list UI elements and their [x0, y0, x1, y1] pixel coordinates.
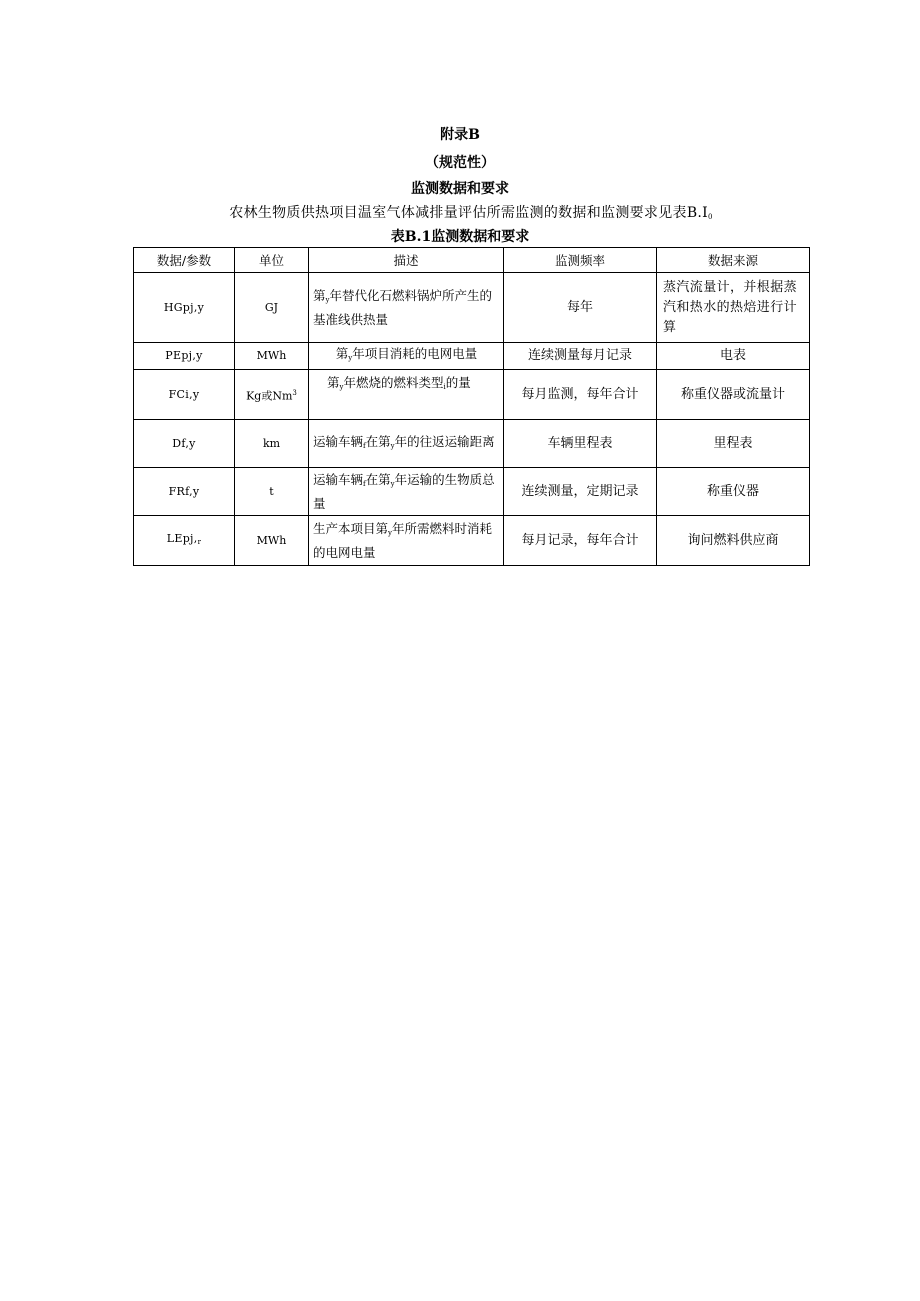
description-cell	[309, 420, 504, 468]
desc-text: 在第	[365, 471, 391, 487]
table-row	[134, 370, 810, 420]
intro-text: 农林生物质供热项目温室气体减排量评估所需监测的数据和监测要求见表B.I	[229, 205, 708, 221]
intro-paragraph	[0, 203, 920, 227]
desc-subscript: f	[363, 479, 366, 488]
source-cell: 蒸汽流量计，并根据蒸汽和热水的热焙进行计算	[657, 273, 810, 343]
header-source: 数据来源	[657, 248, 810, 273]
header-param: 数据/参数	[134, 248, 235, 273]
table-row	[134, 468, 810, 516]
unit-cell: MWh	[235, 343, 309, 370]
desc-text: 的量	[445, 375, 471, 390]
desc-subscript: y	[388, 528, 392, 537]
description-cell	[309, 468, 504, 516]
unit-cell: km	[235, 420, 309, 468]
param-cell: Df,y	[134, 420, 235, 468]
unit-text: Kg或Nm	[246, 389, 293, 403]
param-cell	[134, 516, 235, 566]
header-frequency: 监测频率	[504, 248, 657, 273]
table-row	[134, 516, 810, 566]
intro-subscript: 0	[708, 213, 713, 221]
unit-superscript: 3	[292, 388, 297, 397]
param-text: LEpj,	[166, 532, 198, 545]
frequency-cell: 连续测量，定期记录	[504, 468, 657, 516]
desc-subscript: y	[390, 479, 395, 488]
appendix-normative-label: （规范性）	[425, 155, 495, 171]
header-unit: 单位	[235, 248, 309, 273]
desc-text: 第	[335, 346, 349, 361]
header-description: 描述	[309, 248, 504, 273]
desc-subscript: y	[325, 295, 330, 304]
frequency-cell: 每年	[504, 273, 657, 343]
desc-text: 年的往返运输距离	[394, 433, 495, 449]
desc-text: 运输车辆	[313, 471, 364, 487]
source-cell: 里程表	[657, 420, 810, 468]
table-row	[134, 273, 810, 343]
table-row	[134, 420, 810, 468]
table-header-row	[134, 248, 810, 273]
frequency-cell: 车辆里程表	[504, 420, 657, 468]
source-cell: 称重仪器	[657, 468, 810, 516]
param-cell: HGpj,y	[134, 273, 235, 343]
desc-text: 在第	[365, 433, 391, 449]
appendix-title: 附录B	[440, 127, 480, 143]
section-title: 监测数据和要求	[411, 181, 509, 197]
desc-text: 运输车辆	[313, 433, 364, 449]
desc-text: 年替代化石燃料锅炉所产生的基准线供热量	[313, 287, 492, 327]
desc-text: 生产本项目第	[313, 520, 389, 536]
param-cell: FRf,y	[134, 468, 235, 516]
description-cell	[309, 370, 504, 420]
desc-subscript: y	[339, 383, 344, 391]
source-cell: 电表	[657, 343, 810, 370]
desc-subscript: f	[363, 441, 366, 450]
unit-cell: MWh	[235, 516, 309, 566]
desc-text: 年运输的生物质总量	[313, 471, 495, 511]
unit-cell: t	[235, 468, 309, 516]
param-subscript: r	[197, 538, 202, 546]
source-cell: 询问燃料供应商	[657, 516, 810, 566]
source-cell: 称重仪器或流量计	[657, 370, 810, 420]
description-cell	[309, 343, 504, 370]
desc-text: 年燃烧的燃料类型	[343, 375, 444, 390]
param-cell: FCi,y	[134, 370, 235, 420]
desc-text: 第	[327, 375, 340, 390]
frequency-cell: 每月监测，每年合计	[504, 370, 657, 420]
desc-subscript: y	[348, 354, 353, 362]
desc-text: 年所需燃料时消耗的电网电量	[313, 520, 492, 560]
table-caption: 表B.1监测数据和要求	[390, 229, 530, 245]
table-row	[134, 343, 810, 370]
unit-cell	[235, 370, 309, 420]
description-cell	[309, 516, 504, 566]
desc-text: 第	[313, 287, 326, 303]
desc-subscript: i	[443, 383, 446, 391]
frequency-cell: 连续测量每月记录	[504, 343, 657, 370]
desc-subscript: y	[390, 441, 395, 450]
frequency-cell: 每月记录，每年合计	[504, 516, 657, 566]
param-cell: PEpj,y	[134, 343, 235, 370]
description-cell	[309, 273, 504, 343]
monitoring-data-table	[133, 247, 810, 566]
desc-text: 年项目消耗的电网电量	[352, 346, 478, 361]
unit-cell: GJ	[235, 273, 309, 343]
